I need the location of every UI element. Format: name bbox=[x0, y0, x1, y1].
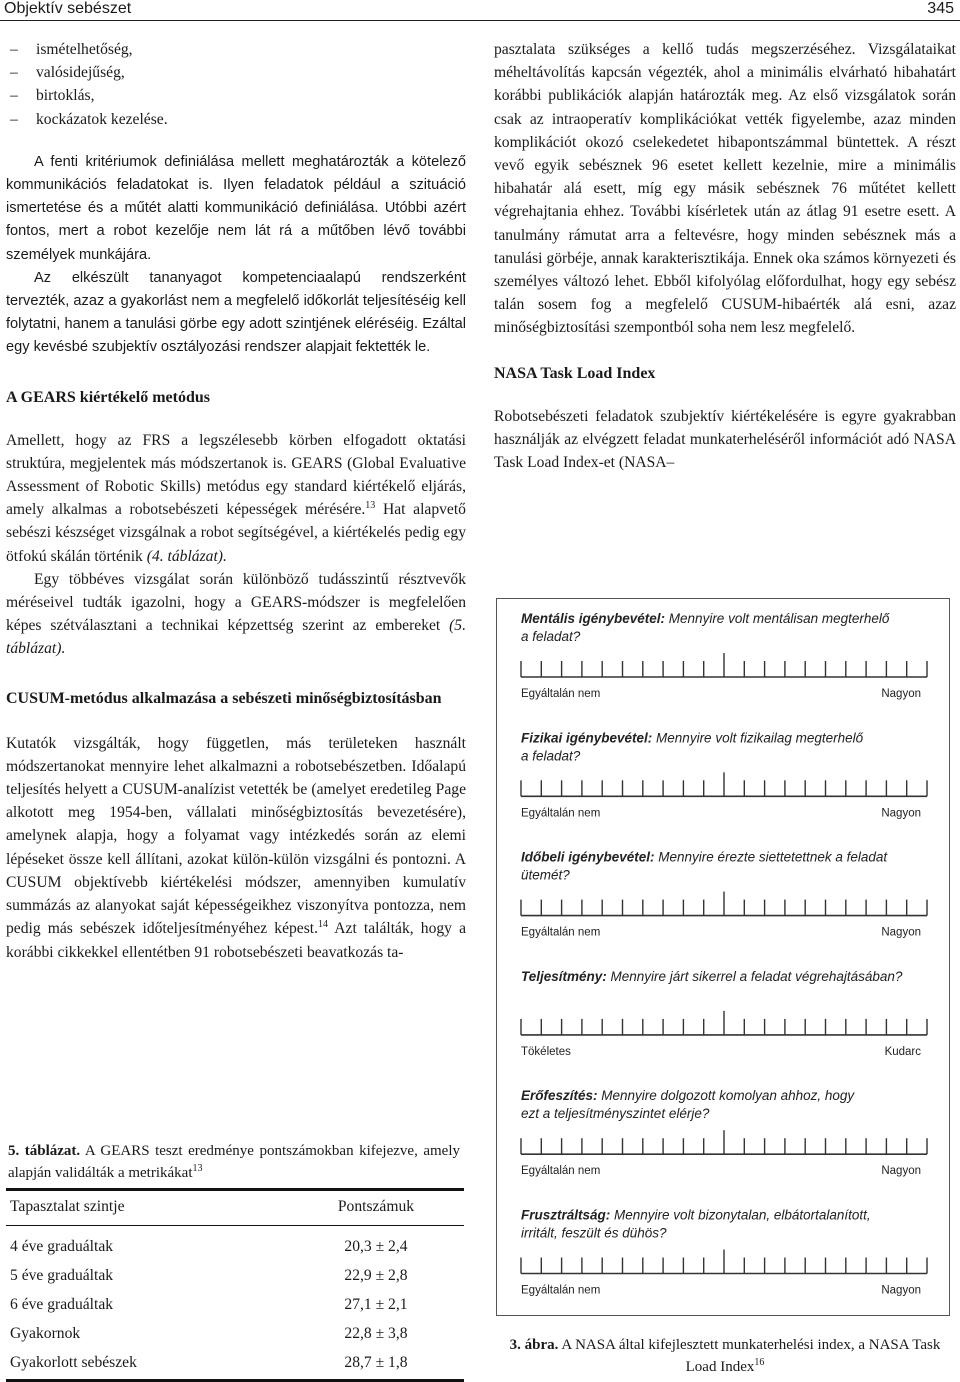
table-row: 6 éve graduáltak 27,1 ± 2,1 bbox=[10, 1296, 408, 1313]
scale-high-label: Nagyon bbox=[881, 1284, 921, 1297]
table-row: Gyakorlott sebészek 28,7 ± 1,8 bbox=[6, 1350, 464, 1381]
scale-question: Mennyire érezte siettetettnek a feladat bbox=[658, 849, 888, 865]
scale-question-cont: a feladat? bbox=[521, 748, 581, 764]
gears-results-table bbox=[6, 1188, 464, 1382]
scale-high-label: Nagyon bbox=[881, 807, 921, 820]
list-item: – birtoklás, bbox=[10, 87, 95, 105]
scale-question: Mennyire dolgozott komolyan ahhoz, hogy bbox=[601, 1088, 855, 1104]
paragraph: Amellett, hogy az FRS a legszélesebb körben elfogadott oktatási struktúra, megjelentek más módszertanok is. GEARS (Global Evaluative Assessment of Robotic Skills) metódus egy standard kiértékelő eljárás, amely alkalmas a robotsebészeti képességek mérésére.$^{13}$ Hat alapvető sebészi készséget vizsgálnak a robot segítségével, a kiértékelés pedig egy ötfokú skálán történik (4. táblázat). bbox=[6, 431, 466, 565]
scale-high-label: Kudarc bbox=[884, 1045, 921, 1058]
table-caption: 5. táblázat. A GEARS teszt eredménye pontszámokban kifejezve, amely alapján validálták a metrikákat$^{13}$ bbox=[8, 1143, 460, 1181]
scale-low-label: Egyáltalán nem bbox=[521, 1284, 601, 1297]
scale-question-cont: ütemét? bbox=[521, 867, 570, 883]
scale-question: Mennyire járt sikerrel a feladat végrehajtásában? bbox=[610, 968, 903, 984]
section-heading-gears: A GEARS kiértékelő metódus bbox=[6, 388, 210, 406]
section-heading-nasa: NASA Task Load Index bbox=[494, 364, 656, 382]
scale-title bbox=[521, 850, 888, 865]
scale-question-cont: ezt a teljesítményszintet elérje? bbox=[521, 1106, 710, 1122]
table-row: 5 éve graduáltak 22,9 ± 2,8 bbox=[10, 1267, 408, 1284]
paragraph: A fenti kritériumok definiálása mellett meghatározták a kötelező kommunikációs feladatokat is. Ilyen feladatok például a szituáció ismertetése és a műtét alatti kommunikáció definiálása. Utóbbi azért fontos, mert a robot kezelője nem lát rá a műtőben lévő további személyek munkájára. bbox=[6, 153, 466, 263]
paragraph: Az elkészült tananyagot kompetenciaalapú rendszerként tervezték, azaz a gyakorlást nem a megfelelő időkorlát teljesítéséig kell folytatni, hanem a tanulási görbe egy adott szintjének eléréséig. Ezáltal egy kevésbé szubjektív osztályozási rendszer alapjait fektették le. bbox=[6, 269, 466, 356]
running-title: Objektív sebészet bbox=[4, 0, 132, 17]
table-row: Gyakornok 22,8 ± 3,8 bbox=[10, 1325, 408, 1342]
scale-label: Fizikai igénybevétel: bbox=[521, 730, 657, 746]
scale-title bbox=[521, 611, 890, 626]
scale-title bbox=[521, 1208, 871, 1223]
scale-label: Időbeli igénybevétel: bbox=[521, 849, 659, 865]
list-item: – kockázatok kezelése. bbox=[10, 110, 168, 128]
scale-label: Erőfeszítés: bbox=[521, 1088, 602, 1104]
section-heading-cusum: CUSUM-metódus alkalmazása a sebészeti minőségbiztosításban bbox=[6, 689, 442, 707]
scale-question-cont: a feladat? bbox=[521, 629, 581, 644]
scale-low-label: Egyáltalán nem bbox=[521, 926, 601, 939]
scale-low-label: Egyáltalán nem bbox=[521, 688, 601, 700]
paragraph: pasztalata szükséges a kellő tudás megszerzéséhez. Vizsgálataikat méheltávolítás kapcsán végezték, ahol a minimális elvárható hibahatárt korábbi publikációk alapján határozták meg. Az első vizsgálatok során csak az intraoperatív komplikációkat vették figyelembe, azaz minden komplikációt okozó cselekedetet hibapontszámmal büntettek. A részt vevő egyik sebésznek 96 esetet kellett kezelnie, mire a minimális hibahatár alá esett, míg egy másik sebésznek 76 műtétet kellett végrehajtania ehhez. További kísérletek után az átlag 91 esetre esett. A tanulmány rámutat arra a feltevésre, hogy minden sebésznek más a tanulási görbéje, annak karakterisztikája. Ennek oka számos környezeti és személyes változó lehet. Ebből kifolyólag előfordulhat, hogy egy sebész talán sosem fog a megfelelő CUSUM-hibaérték alá esni, azaz minőségbiztosítási szempontból soha nem lesz megfelelő. bbox=[494, 41, 956, 337]
scale-title bbox=[521, 730, 864, 745]
criteria-list bbox=[6, 38, 466, 131]
scale-question: Mennyire volt mentálisan megterhelő bbox=[668, 611, 890, 626]
scale-low-label: Egyáltalán nem bbox=[521, 807, 601, 820]
column-header-level: Tapasztalat szintje bbox=[10, 1198, 125, 1215]
scale-low-label: Tökéletes bbox=[521, 1045, 571, 1058]
scale-question: Mennyire volt fizikailag megterhelő bbox=[656, 730, 864, 746]
figure-caption: 3. ábra. A NASA által kifejlesztett munkaterhelési index, a NASA Task Load Index$^{16}$ bbox=[509, 1337, 941, 1375]
paragraph: Kutatók vizsgálták, hogy független, más területeken használt módszertanokat mennyire lehet alkalmazni a robotsebészetben. Időalapú teljesítés helyett a CUSUM-analízist vetették be (amelyet eredetileg Page alkotott meg 1954-ben, vállalati minőségbiztosítás bevezetésére), amelynek alapja, hogy a folyamat vagy intézkedés során az elemi lépéseket össze kell állítani, azokat külön-külön vizsgálni és pontozni. A CUSUM objektívebb kiértékelési módszer, amennyiben kumulatív summázás az alanyokat saját képességeikhez viszonyítva pontozza, nem pedig más sebészek időteljesítményéhez képest.$^{14}$ Azt találták, hogy a korábbi cikkekkel ellentétben 91 robotsebészeti beavatkozás ta- bbox=[6, 734, 466, 961]
page-header bbox=[0, 0, 960, 21]
scale-high-label: Nagyon bbox=[881, 688, 921, 700]
scale-question-cont: irritált, feszült és dühös? bbox=[521, 1225, 667, 1241]
nasa-tlx-figure bbox=[496, 598, 950, 1316]
page-number: 345 bbox=[927, 0, 954, 17]
scale-high-label: Nagyon bbox=[881, 926, 921, 939]
scale-label: Teljesítmény: bbox=[521, 968, 611, 984]
scale-label: Frusztráltság: bbox=[521, 1207, 615, 1223]
right-column bbox=[494, 38, 956, 474]
paragraph: Robotsebészeti feladatok szubjektív kiértékelésére is egyre gyakrabban használják az elvégzett feladat munkaterheléséről információt adó NASA Task Load Index-et (NASA– bbox=[494, 407, 956, 472]
column-header-score: Pontszámuk bbox=[337, 1198, 415, 1215]
nasa-tlx-scales bbox=[497, 599, 949, 1315]
table-row: 4 éve graduáltak 20,3 ± 2,4 bbox=[10, 1238, 408, 1255]
scale-title bbox=[521, 1088, 855, 1103]
scale-low-label: Egyáltalán nem bbox=[521, 1165, 601, 1178]
scale-label: Mentális igénybevétel: bbox=[521, 611, 669, 626]
paragraph: Egy többéves vizsgálat során különböző tudásszintű résztvevők méréseivel tudták igazolni, hogy a GEARS-módszer is megfelelően képes szétválasztani a technikai képzettség szerint az embereket (5. táblázat). bbox=[6, 570, 466, 658]
left-column bbox=[6, 38, 466, 964]
scale-question: Mennyire volt bizonytalan, elbátortalanított, bbox=[614, 1207, 871, 1223]
scale-high-label: Nagyon bbox=[881, 1165, 921, 1178]
table-header-row bbox=[6, 1190, 464, 1226]
list-item: – ismételhetőség, bbox=[10, 41, 133, 58]
list-item: – valósidejűség, bbox=[10, 64, 125, 82]
scale-title bbox=[521, 969, 903, 984]
